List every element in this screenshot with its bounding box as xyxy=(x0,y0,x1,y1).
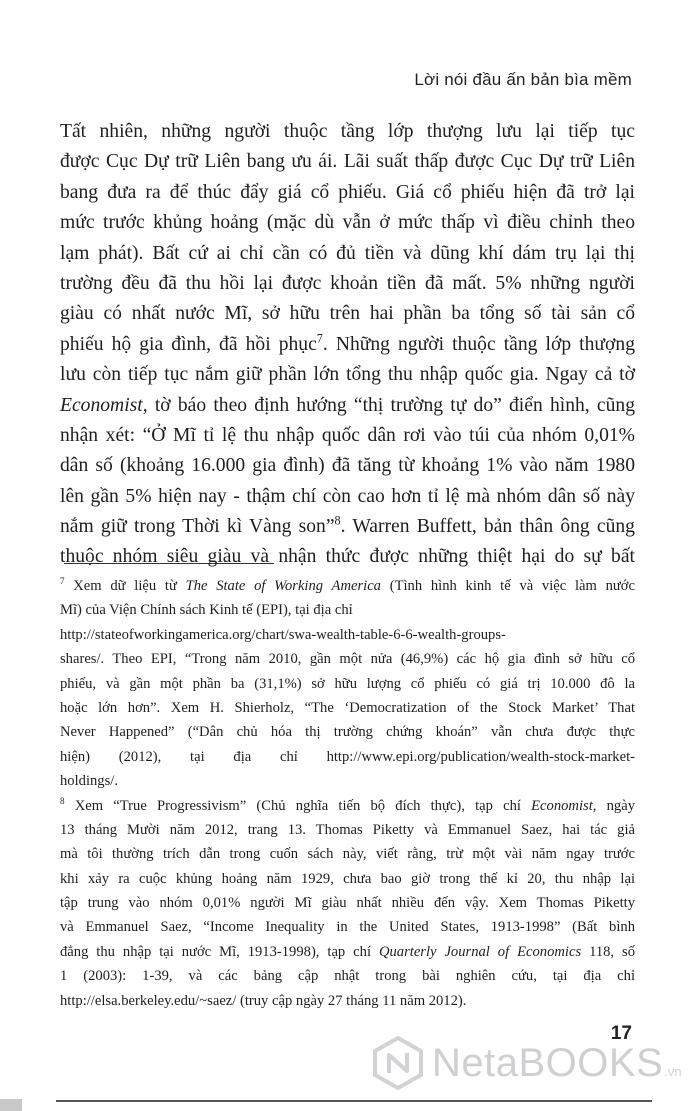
footnotes xyxy=(60,574,635,1013)
footnote-7-line: phiếu, và gần một phần ba (31,1%) sở hữu lượng cổ phiếu có giá trị 10.000 đô la xyxy=(60,675,635,692)
body-line: lạm phát). Bất cứ ai chỉ cần có đủ tiền và dũng khí dám trụ lại thị xyxy=(60,242,635,264)
footnote-8-line: $^8$ Xem “True Progressivism” (Chủ nghĩa tiến bộ đích thực), tạp chí Economist, ngày xyxy=(60,795,635,814)
footnote-separator xyxy=(64,563,274,564)
footnote-7-line: holdings/. xyxy=(60,773,118,790)
publication-title: Economist xyxy=(60,394,143,416)
netabooks-logo-icon xyxy=(370,1035,426,1091)
scan-edge-mark xyxy=(0,1099,22,1111)
footnote-8-line: khi xảy ra cuộc khủng hoảng năm 1929, chưa bao giờ trong thế kỉ 20, thu nhập lại xyxy=(60,870,635,887)
footnote-7-line: Never Happened” (“Dân chủ hóa thị trường chứng khoán” vẫn chưa được thực xyxy=(60,724,635,741)
body-paragraph xyxy=(60,117,635,573)
footnote-8-line: tập trung vào nhóm 0,01% người Mĩ giàu nhất nhiều đến vậy. Xem Thomas Piketty xyxy=(60,895,635,912)
body-line xyxy=(60,512,635,542)
publication-title: Economist xyxy=(531,797,593,814)
footnote-8-line: và Emmanuel Saez, “Income Inequality in the United States, 1913-1998” (Bất bình xyxy=(60,919,635,936)
footnote-marker-8: 8 xyxy=(60,795,65,806)
footnote-8-line: 13 tháng Mười năm 2012, trang 13. Thomas Piketty và Emmanuel Saez, hai tác giả xyxy=(60,821,635,838)
footnote-7-url: http://stateofworkingamerica.org/chart/swa-wealth-table-6-6-wealth-groups- xyxy=(60,626,506,643)
body-line: được Cục Dự trữ Liên bang ưu ái. Lãi suất thấp được Cục Dự trữ Liên xyxy=(60,151,635,173)
footnote-7-line: $^7$ Xem dữ liệu từ The State of Working America (Tình hình kinh tế và việc làm nước xyxy=(60,576,635,594)
body-line: thuộc nhóm siêu giàu và nhận thức được những thiệt hại do sự bất xyxy=(60,546,635,568)
body-line: mức trước khủng hoảng (mặc dù vẫn ở mức thấp vì điều chỉnh theo xyxy=(60,212,635,234)
footnote-7-line: Mĩ) của Viện Chính sách Kinh tế (EPI), tại địa chỉ xyxy=(60,602,353,619)
footnote-reference-7: 7 xyxy=(316,331,323,346)
page-bottom-edge xyxy=(56,1100,652,1102)
footnote-8-line: 1 (2003): 1-39, và các bảng cập nhật trong bài nghiên cứu, tại địa chỉ xyxy=(60,968,635,985)
footnote-8-line: http://elsa.berkeley.edu/~saez/ (truy cập ngày 27 tháng 11 năm 2012). xyxy=(60,992,467,1009)
body-line: lưu còn tiếp tục nắm giữ phần lớn tổng thu nhập quốc gia. Ngay cả tờ xyxy=(60,364,635,386)
footnote-reference-8: 8 xyxy=(334,513,341,528)
footnote-7-line: shares/. Theo EPI, “Trong năm 2010, gần một nửa (46,9%) các hộ gia đình sở hữu cổ xyxy=(60,651,635,668)
footnote-8-line: mà tôi thường trích dẫn trong cuốn sách này, viết rằng, trừ một vài năm ngay trước xyxy=(60,846,635,863)
body-line-tail: . Những người thuộc tầng lớp thượng xyxy=(322,333,635,355)
body-line-tail: , tờ báo theo định hướng “thị trường tự do” điển hình, cũng xyxy=(142,394,635,416)
footnote-marker-7: 7 xyxy=(60,576,65,587)
watermark-suffix: .vn xyxy=(664,1063,682,1079)
publication-title: Quarterly Journal of Economics xyxy=(378,943,582,960)
body-line xyxy=(60,330,635,360)
footnote-7-line: hoặc lớn hơn”. Xem H. Shierholz, “The ‘Democratization of the Stock Market’ That xyxy=(60,699,635,716)
page-number: 17 xyxy=(610,1023,632,1044)
publication-title: The State of Working America xyxy=(185,578,381,594)
netabooks-watermark xyxy=(370,1035,682,1091)
body-line: nhận xét: “Ở Mĩ tỉ lệ thu nhập quốc dân rơi vào túi của nhóm 0,01% xyxy=(60,424,635,446)
body-line-head: nắm giữ trong Thời kì Vàng son” xyxy=(60,516,335,538)
body-line: lên gần 5% hiện nay - thậm chí còn cao hơn tỉ lệ mà nhóm dân số này xyxy=(60,485,635,507)
running-header: Lời nói đầu ấn bản bìa mềm xyxy=(414,70,632,89)
body-line: bang đưa ra để thúc đẩy giá cổ phiếu. Giá cổ phiếu hiện đã trở lại xyxy=(60,181,635,203)
body-line: Tất nhiên, những người thuộc tầng lớp thượng lưu lại tiếp tục xyxy=(60,121,635,142)
footnote-8-line: đẳng thu nhập tại nước Mĩ, 1913-1998), tạp chí Quarterly Journal of Economics 118, số xyxy=(60,943,635,960)
footnote-7-line: hiện) (2012), tại địa chỉ http://www.epi.org/publication/wealth-stock-market- xyxy=(60,748,635,765)
body-line: trường đều đã thu hồi lại được khoản tiền đã mất. 5% những người xyxy=(60,272,635,294)
body-line xyxy=(60,391,635,421)
body-line-tail: . Warren Buffett, bản thân ông cũng xyxy=(340,516,635,538)
body-line: dân số (khoảng 16.000 gia đình) đã tăng từ khoảng 1% vào năm 1980 xyxy=(60,455,635,477)
watermark-brand: NetaBOOKS xyxy=(432,1040,664,1085)
body-line: giàu có nhất nước Mĩ, sở hữu trên hai phần ba tổng số tài sản cổ xyxy=(60,303,635,325)
body-line-head: phiếu hộ gia đình, đã hồi phục xyxy=(60,333,317,355)
